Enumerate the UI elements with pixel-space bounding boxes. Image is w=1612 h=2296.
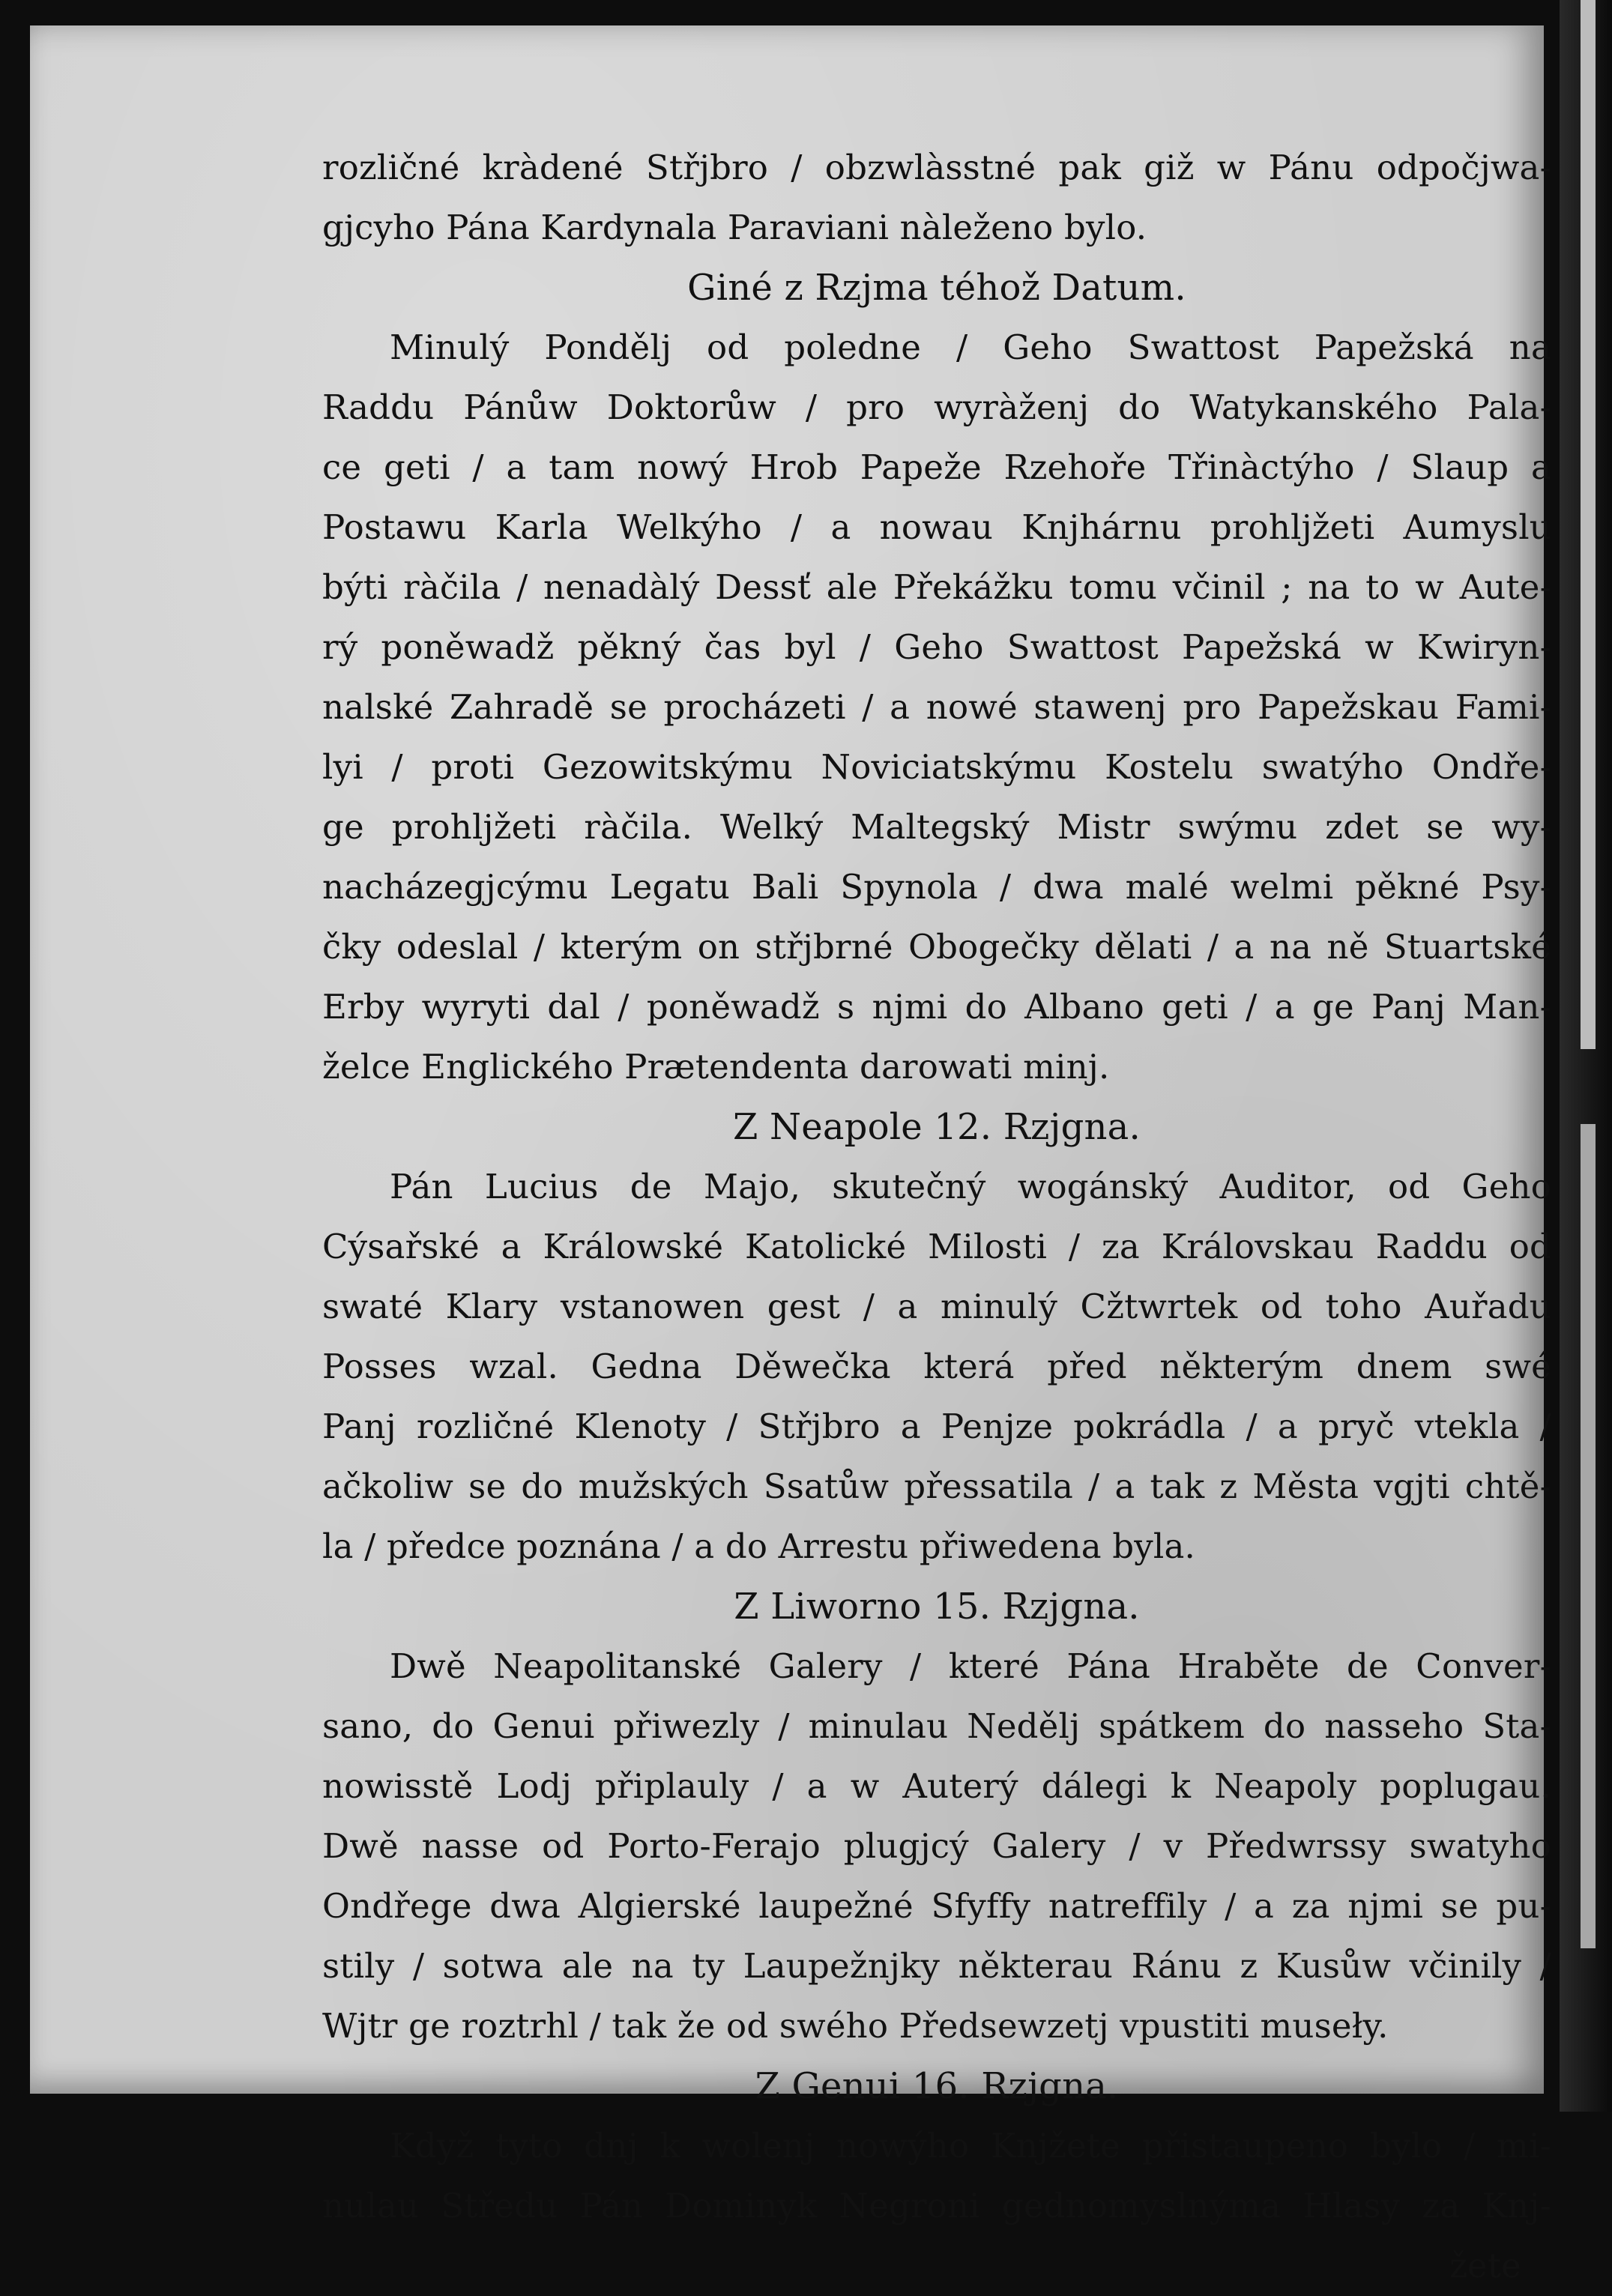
text-line: ačkoliw se do mužských Ssatůw přessatila / a tak z Města vgjti chtě-	[322, 1466, 1551, 1506]
text-block	[322, 138, 1551, 2296]
text-line: rý poněwadž pěkný čas byl / Geho Swattost Papežská w Kwiryn-	[322, 627, 1551, 667]
catchword: žete	[1449, 2246, 1521, 2286]
text-line: nulau Středu Pán Dominyk Negroni gednomyslnýma Hlasy za Knj-	[322, 2186, 1551, 2226]
section-heading: Z Liworno 15. Rzjgna.	[734, 1586, 1140, 1628]
text-line: Ondřege dwa Algierské laupežné Sfyffy natreffily / a za njmi se pu-	[322, 1886, 1551, 1926]
text-line: nacházegjcýmu Legatu Bali Spynola / dwa malé welmi pěkné Psy-	[322, 867, 1551, 907]
text-line: Dwě nasse od Porto-Ferajo plugjcý Galery / v Předwrssy swatyho	[322, 1826, 1551, 1866]
next-page-edge	[1581, 0, 1596, 1049]
text-line: býti ràčila / nenadàlý Dessť ale Překážku tomu včinil ; na to w Aute-	[322, 567, 1551, 607]
section-heading: Z Neapole 12. Rzjgna.	[733, 1106, 1141, 1148]
text-line: nalské Zahradě se procházeti / a nowé stawenj pro Papežskau Fami-	[322, 687, 1551, 727]
text-line: la / předce poznána / a do Arrestu přiwedena byla.	[322, 1526, 1195, 1566]
next-page-edge-lower	[1581, 1124, 1596, 1948]
section-heading: Z Genui 16. Rzjgna.	[755, 2065, 1119, 2107]
text-line: rozličné kràdené Střjbro / obzwlàsstné pak giž w Pánu odpočjwa-	[322, 148, 1551, 187]
text-line: Panj rozličné Klenoty / Střjbro a Penjze pokrádla / a pryč vtekla /	[322, 1407, 1551, 1446]
text-line: nowisstě Lodj připlauly / a w Auterý dálegi k Neapoly poplugau.	[322, 1766, 1551, 1806]
text-line: Wjtr ge roztrhl / tak že od swého Předsewzetj vpustiti museły.	[322, 2006, 1389, 2046]
text-line: stily / sotwa ale na ty Laupežnjky některau Ránu z Kusůw včinily /	[322, 1946, 1551, 1986]
text-line: Raddu Pánůw Doktorůw / pro wyràženj do Watykanského Pala-	[322, 387, 1551, 427]
text-line: želce Englického Prætendenta darowati minj.	[322, 1047, 1110, 1087]
text-line: ce geti / a tam nowý Hrob Papeže Rzehoře Třinàctýho / Slaup a	[322, 447, 1551, 487]
text-line: Erby wyryti dal / poněwadž s njmi do Albano geti / a ge Panj Man-	[322, 987, 1551, 1027]
text-line: gjcyho Pána Kardynala Paraviani nàleženo bylo.	[322, 208, 1147, 247]
text-line: Posses wzal. Gedna Děwečka která před některým dnem swé	[322, 1347, 1551, 1386]
section-heading: Giné z Rzjma téhož Datum.	[687, 267, 1186, 309]
text-line: Pán Lucius de Majo, skutečný wogánský Auditor, od Geho	[390, 1167, 1551, 1206]
text-line: Minulý Pondělj od poledne / Geho Swattost Papežská na	[390, 327, 1551, 367]
text-line: Cýsařské a Králowské Katolické Milosti / za Královskau Raddu od	[322, 1227, 1551, 1266]
text-line: swaté Klary vstanowen gest / a minulý Cžtwrtek od toho Auřadu	[322, 1287, 1551, 1326]
text-line: ge prohljžeti ràčila. Welký Maltegský Mistr swýmu zdet se wy-	[322, 807, 1551, 847]
text-line: Když tyto dnj k wolenj nowýho Knjžete přistaupeno bylo / mi-	[390, 2126, 1551, 2166]
document-page	[30, 25, 1551, 2286]
text-line: čky odeslal / kterým on střjbrné Obogečky dělati / a na ně Stuartské	[322, 927, 1551, 967]
text-line: Dwě Neapolitanské Galery / které Pána Hraběte de Conver-	[390, 1646, 1551, 1686]
text-line: sano, do Genui přiwezly / minulau Nedělj spátkem do nasseho Sta-	[322, 1706, 1551, 1746]
text-line: Postawu Karla Welkýho / a nowau Knjhárnu prohljžeti Aumyslu	[322, 507, 1551, 547]
text-line: lyi / proti Gezowitskýmu Noviciatskýmu Kostelu swatýho Ondře-	[322, 747, 1551, 787]
